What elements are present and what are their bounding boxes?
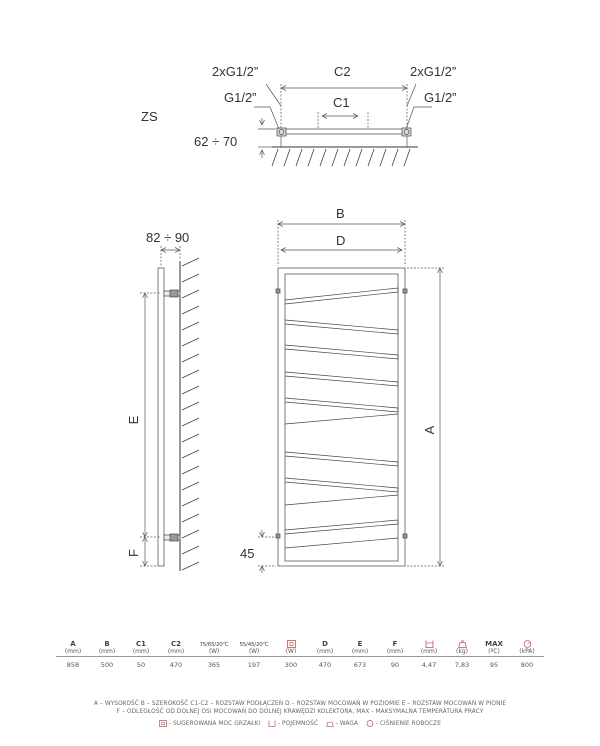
c2-label: C2 xyxy=(334,64,351,79)
col-d: D (mm) xyxy=(316,640,334,655)
col-f: F (mm) xyxy=(386,640,404,655)
col-capacity: (mm) xyxy=(412,640,446,657)
col-e: E (mm) xyxy=(351,640,369,655)
value-power-55: 197 xyxy=(234,657,274,670)
c1-label: C1 xyxy=(333,95,350,110)
legend-line-2: F – ODLEGŁOŚĆ OD DOLNEJ OSI MOCOWAŃ DO DOLNEJ KRAWĘDZI KOLEKTORA, MAX - MAKSYMALNA TEMPERATURA PRACY xyxy=(116,709,484,715)
legend-pressure: - CIŚNIENIE ROBOCZE xyxy=(375,721,441,727)
side-wall-gap-label: 82 ÷ 90 xyxy=(146,230,190,245)
value-c2: 470 xyxy=(158,657,194,670)
col-heater: (W) xyxy=(274,640,308,657)
top-wall-hatching xyxy=(272,149,410,166)
col-power-75: 75/65/20℃ (W) xyxy=(199,642,229,655)
value-b: 500 xyxy=(90,657,124,670)
bottom-offset-label: 45 xyxy=(240,546,255,561)
col-c2: C2 (mm) xyxy=(167,640,185,655)
weight-icon xyxy=(326,720,334,727)
pressure-icon xyxy=(523,640,532,648)
col-weight: (kg) xyxy=(446,640,478,657)
heater-icon xyxy=(287,640,296,648)
b-label: B xyxy=(336,206,345,221)
col-max: MAX (ºC) xyxy=(485,640,503,655)
spec-header-row xyxy=(56,640,544,657)
value-weight: 7,83 xyxy=(446,657,478,670)
right-outer-connection-label: 2xG1/2” xyxy=(410,64,457,79)
legend-capacity: - POJEMNOŚĆ xyxy=(277,721,318,727)
d-label: D xyxy=(336,233,346,248)
a-label: A xyxy=(422,425,437,435)
spec-values-row xyxy=(56,657,544,670)
value-pressure: 800 xyxy=(510,657,544,670)
capacity-icon xyxy=(268,720,276,727)
weight-icon xyxy=(458,640,467,648)
legend-heater: - SUGEROWANA MOC GRZAŁKI xyxy=(168,721,261,727)
value-capacity: 4,47 xyxy=(412,657,446,670)
legend-line-1: A – WYSOKOŚĆ B – SZEROKOŚĆ C1-C2 – ROZSTAW PODŁĄCZEŃ D – ROZSTAW MOCOWAŃ W POZIOMIE E – ROZSTAW MOCOWAŃ W PIONIE xyxy=(93,701,507,707)
heating-tubes xyxy=(285,288,398,548)
e-label: E xyxy=(126,415,141,425)
capacity-icon xyxy=(425,640,434,648)
legend-weight: - WAGA xyxy=(335,721,359,727)
top-wall-gap-label: 62 ÷ 70 xyxy=(194,134,238,149)
spec-table xyxy=(56,640,544,669)
left-outer-connection-label: 2xG1/2” xyxy=(212,64,259,79)
value-c1: 50 xyxy=(124,657,158,670)
value-a: 858 xyxy=(56,657,90,670)
pressure-icon xyxy=(366,720,374,727)
value-e: 673 xyxy=(342,657,378,670)
value-heater: 300 xyxy=(274,657,308,670)
zs-label: ZS xyxy=(141,109,158,124)
value-power-75: 365 xyxy=(194,657,234,670)
col-pressure: (kPA) xyxy=(510,640,544,657)
front-view xyxy=(258,220,444,573)
value-d: 470 xyxy=(308,657,342,670)
right-inner-connection-label: G1/2” xyxy=(424,90,457,105)
legend-icons xyxy=(0,720,600,727)
col-c1: C1 (mm) xyxy=(132,640,150,655)
f-label: F xyxy=(126,549,141,557)
side-view xyxy=(140,246,199,571)
heater-icon xyxy=(159,720,167,727)
col-b: B (mm) xyxy=(98,640,116,655)
col-a: A (mm) xyxy=(64,640,82,655)
value-max: 95 xyxy=(478,657,510,670)
value-f: 90 xyxy=(378,657,412,670)
left-inner-connection-label: G1/2” xyxy=(224,90,257,105)
side-wall-hatching xyxy=(182,258,199,570)
col-power-55: 55/45/20℃ (W) xyxy=(239,642,269,655)
